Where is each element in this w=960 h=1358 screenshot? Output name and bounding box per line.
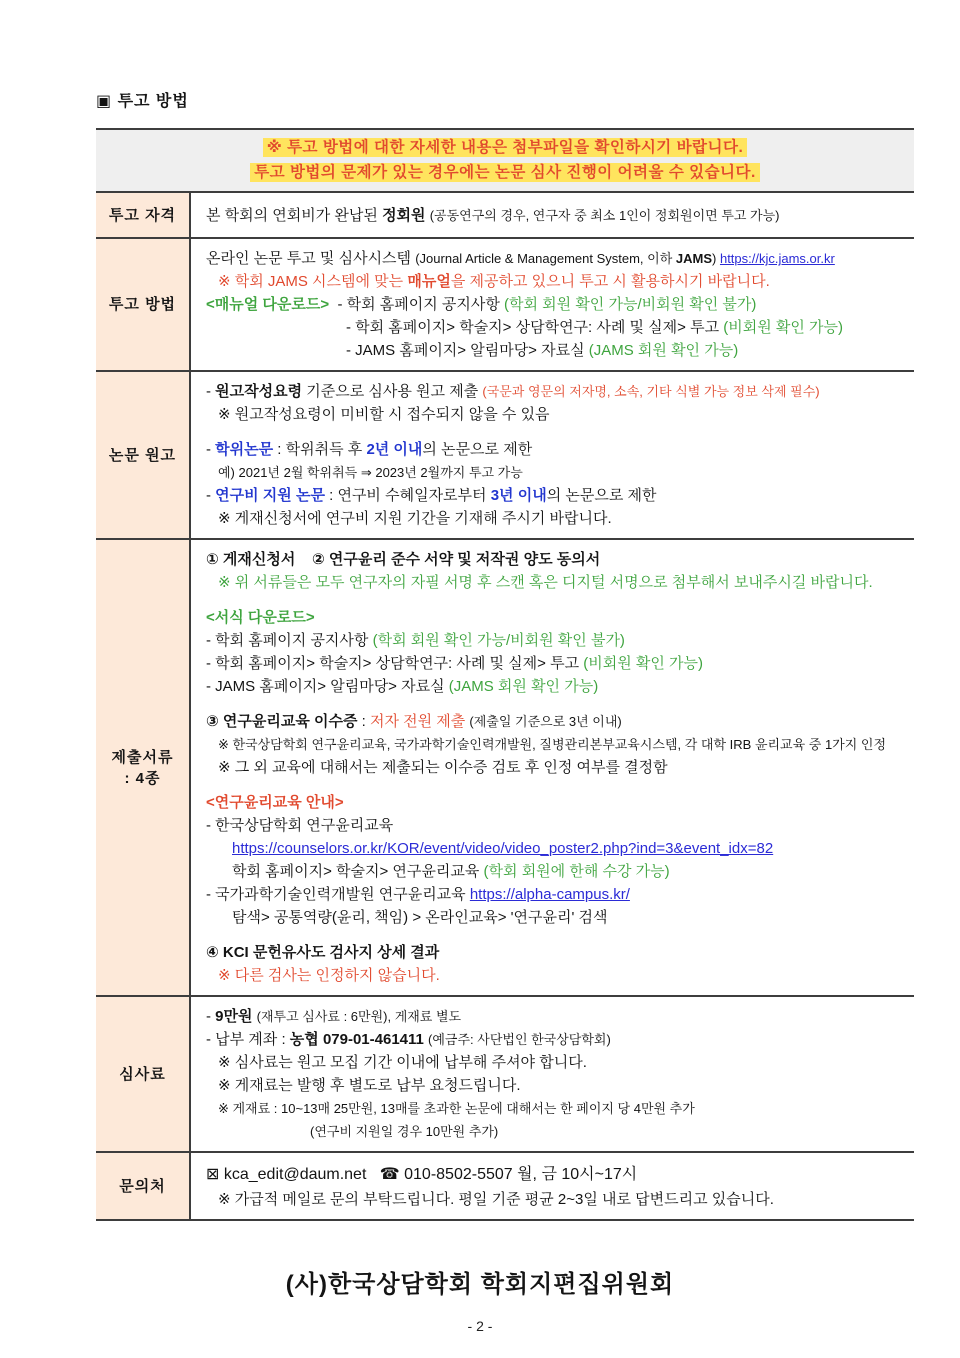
text-run: : <box>357 713 370 730</box>
text-run: ) <box>712 251 720 266</box>
text-run: ※ 게재료 : 10~13매 25만원, 13매를 초과한 논문에 대해서는 한 페이지 당 4만원 추가 <box>218 1101 695 1116</box>
row-label-text: 투고 방법 <box>108 296 177 313</box>
text-run: (JAMS 회원 확인 가능) <box>588 342 739 359</box>
text-line <box>206 548 906 571</box>
table-row-manuscript <box>96 372 914 540</box>
notice-line <box>96 160 914 185</box>
text-run: 을 제공하고 있으니 투고 시 활용하시기 바랍니다. <box>450 273 770 290</box>
text-run: <연구윤리교육 안내> <box>206 794 344 811</box>
blank-line <box>206 779 906 791</box>
blank-line <box>206 698 906 710</box>
text-line <box>206 270 906 293</box>
submission-table <box>96 128 914 1221</box>
text-run: 온라인 논문 투고 및 심사시스템 <box>206 250 416 267</box>
text-run: - <box>206 383 216 400</box>
text-run: ※ 심사료는 원고 모집 기간 이내에 납부해 주셔야 합니다. <box>218 1054 587 1071</box>
row-label-fee <box>96 997 191 1151</box>
text-run: (재투고 심사료 : 6만원), 게재료 별도 <box>256 1009 462 1024</box>
text-line <box>206 204 906 227</box>
text-run: - 학회 홈페이지 공지사항 <box>329 296 505 313</box>
text-run: (제출일 기준으로 3년 이내) <box>469 714 622 729</box>
alpha-campus-link[interactable]: https://alpha-campus.kr/ <box>469 886 630 903</box>
text-run: 예) 2021년 2월 학위취득 ⇒ 2023년 2월까지 투고 가능 <box>218 465 523 480</box>
text-line <box>206 629 906 652</box>
text-run: 탐색> 공통역량(윤리, 책임) > 온라인교육> '연구윤리' 검색 <box>232 909 608 926</box>
text-line <box>206 484 906 507</box>
text-run: (비회원 확인 가능) <box>583 655 704 672</box>
text-line <box>206 941 906 964</box>
text-run: - JAMS 홈페이지> 알림마당> 자료실 <box>346 342 589 359</box>
row-label-text: 문의처 <box>119 1177 166 1195</box>
blank-line <box>206 929 906 941</box>
text-run: <서식 다운로드> <box>206 609 315 626</box>
text-run: (연구비 지원일 경우 10만원 추가) <box>310 1124 499 1139</box>
text-run: 정회원 <box>382 206 426 224</box>
text-line <box>206 860 906 883</box>
text-line <box>206 1051 906 1074</box>
notice-line <box>96 135 914 160</box>
text-run: (예금주: 사단법인 한국상담학회) <box>428 1032 611 1047</box>
row-label-text: 제출서류 <box>111 748 174 766</box>
text-run: (학회 회원에 한해 수강 가능) <box>483 863 670 880</box>
text-run: 원고작성요령 <box>215 383 303 400</box>
text-line <box>206 675 906 698</box>
text-run: - 학회 홈페이지 공지사항 <box>206 632 373 649</box>
notice-row <box>96 130 914 193</box>
text-line <box>206 652 906 675</box>
row-label-qualification <box>96 193 191 237</box>
text-run: 기준으로 심사용 원고 제출 <box>302 383 483 400</box>
text-run: 매뉴얼 <box>407 273 451 290</box>
text-run: ※ 학회 JAMS 시스템에 맞는 <box>218 273 408 290</box>
text-line <box>206 814 906 837</box>
text-line <box>206 733 906 756</box>
text-run: 의 논문으로 제한 <box>546 487 657 504</box>
text-run: - 국가과학기술인력개발원 연구윤리교육 <box>206 886 470 903</box>
text-line <box>206 507 906 530</box>
text-run: <매뉴얼 다운로드> <box>206 296 330 313</box>
page-title: ▣ 투고 방법 <box>96 93 189 110</box>
text-run: - 학회 홈페이지> 학술지> 상담학연구: 사례 및 실제> 투고 <box>346 319 724 336</box>
text-line <box>206 1188 906 1211</box>
blank-line <box>206 594 906 606</box>
text-line <box>206 791 906 814</box>
row-label-manuscript <box>96 372 191 538</box>
text-run: 연구비 지원 논문 <box>215 487 325 504</box>
text-run: : 연구비 수혜일자로부터 <box>324 487 491 504</box>
text-line <box>206 247 906 270</box>
row-label-method <box>96 239 191 370</box>
text-line <box>206 1120 906 1143</box>
text-line <box>206 837 906 860</box>
text-run: - <box>206 441 216 458</box>
text-run: ※ 그 외 교육에 대해서는 제출되는 이수증 검토 후 인정 여부를 결정함 <box>218 759 668 776</box>
text-run: ※ 게재신청서에 연구비 지원 기간을 기재해 주시기 바랍니다. <box>218 510 612 527</box>
text-run: (비회원 확인 가능) <box>723 319 844 336</box>
text-run: ※ 위 서류들은 모두 연구자의 자필 서명 후 스캔 혹은 디지털 서명으로 첨부해서 보내주시길 바랍니다. <box>218 574 873 591</box>
text-line <box>206 1028 906 1051</box>
table-row-contact <box>96 1153 914 1221</box>
phone-icon: ☎ <box>379 1166 400 1183</box>
footer-committee: (사)한국상담학회 학회지편집위원회 <box>285 1271 675 1298</box>
text-run: ④ KCI 문헌유사도 검사지 상세 결과 <box>206 944 440 961</box>
text-line <box>206 438 906 461</box>
text-run: ③ 연구윤리교육 이수증 <box>206 713 358 730</box>
notice-highlight-1: ※ 투고 방법에 대한 자세한 내용은 첨부파일을 확인하시기 바랍니다. <box>263 138 748 157</box>
row-label-text: 논문 원고 <box>108 446 177 464</box>
text-run: (공동연구의 경우, 연구자 중 최소 1인이 정회원이면 투고 가능) <box>429 207 780 223</box>
text-run: 010-8502-5507 월, 금 10시~17시 <box>399 1166 638 1183</box>
text-line <box>206 380 906 403</box>
row-content-documents <box>191 540 914 995</box>
text-run: ※ 가급적 메일로 문의 부탁드립니다. 평일 기준 평균 2~3일 내로 답변드리고 있습니다. <box>218 1191 774 1208</box>
ethics-education-link[interactable]: https://counselors.or.kr/KOR/event/video/video_poster2.php?ind=3&event_idx=82 <box>232 840 774 857</box>
row-content-qualification <box>191 193 914 237</box>
text-line <box>206 883 906 906</box>
text-run: (학회 회원 확인 가능/비회원 확인 불가) <box>372 632 625 649</box>
text-line <box>206 461 906 484</box>
text-run: ※ 게재료는 발행 후 별도로 납부 요청드립니다. <box>218 1077 521 1094</box>
text-run: - JAMS 홈페이지> 알림마당> 자료실 <box>206 678 449 695</box>
email-icon: ⊠ <box>206 1166 220 1183</box>
text-run: : 학위취득 후 <box>273 441 367 458</box>
text-line <box>206 571 906 594</box>
row-label-text: 심사료 <box>119 1065 166 1083</box>
table-row-qualification <box>96 193 914 239</box>
text-run: - 학회 홈페이지> 학술지> 상담학연구: 사례 및 실제> 투고 <box>206 655 584 672</box>
text-run: JAMS <box>675 251 713 266</box>
text-line <box>206 339 906 362</box>
text-run: - 한국상담학회 연구윤리교육 <box>206 817 394 834</box>
text-run: (국문과 영문의 저자명, 소속, 기타 식별 가능 정보 삭제 필수) <box>482 384 820 399</box>
text-run: 3년 이내 <box>490 487 547 504</box>
text-run: 학위논문 <box>215 441 274 458</box>
row-label-text: : 4종 <box>124 769 161 787</box>
text-line <box>206 1074 906 1097</box>
blank-line <box>206 426 906 438</box>
text-run: (학회 회원 확인 가능/비회원 확인 불가) <box>504 296 757 313</box>
text-run: kca_edit@daum.net <box>219 1166 380 1183</box>
text-run: ※ 원고작성요령이 미비할 시 접수되지 않을 수 있음 <box>218 406 550 423</box>
text-run: 9만원 <box>215 1008 253 1025</box>
text-run: - <box>206 487 216 504</box>
row-label-text: 투고 자격 <box>108 206 177 224</box>
table-row-fee <box>96 997 914 1153</box>
text-line <box>206 1005 906 1028</box>
text-run: (Journal Article & Management System, 이하 <box>415 251 676 266</box>
text-run: 저자 전원 제출 <box>369 713 466 730</box>
text-line <box>206 606 906 629</box>
text-line <box>206 964 906 987</box>
text-line <box>206 403 906 426</box>
page-number: - 2 - <box>467 1318 493 1334</box>
jams-site-link[interactable]: https://kjc.jams.or.kr <box>719 251 835 266</box>
text-run: 학회 홈페이지> 학술지> 연구윤리교육 <box>232 863 484 880</box>
text-line <box>206 906 906 929</box>
text-line <box>206 316 906 339</box>
text-line <box>206 1097 906 1120</box>
submission-table-body <box>96 193 914 1221</box>
table-row-method <box>96 239 914 372</box>
text-run: ※ 다른 검사는 인정하지 않습니다. <box>218 967 440 984</box>
text-run: (JAMS 회원 확인 가능) <box>448 678 599 695</box>
text-line <box>206 1161 906 1188</box>
text-run: 의 논문으로 제한 <box>422 441 533 458</box>
text-run: ※ 한국상담학회 연구윤리교육, 국가과학기술인력개발원, 질병관리본부교육시스템, 각 대학 IRB 윤리교육 중 1가지 인정 <box>218 737 887 752</box>
text-run: 농협 079-01-461411 <box>289 1031 424 1048</box>
text-line <box>206 756 906 779</box>
notice-highlight-2: 투고 방법의 문제가 있는 경우에는 논문 심사 진행이 어려울 수 있습니다. <box>250 163 760 182</box>
text-run: ① 게재신청서 ② 연구윤리 준수 서약 및 저작권 양도 동의서 <box>206 551 601 568</box>
text-line <box>206 293 906 316</box>
text-run: 본 학회의 연회비가 완납된 <box>206 206 383 224</box>
row-label-contact <box>96 1153 191 1219</box>
table-row-documents <box>96 540 914 997</box>
text-run: - 납부 계좌 : <box>206 1031 290 1048</box>
text-run: - <box>206 1008 216 1025</box>
row-content-fee <box>191 997 914 1151</box>
row-label-documents <box>96 540 191 995</box>
text-line <box>206 710 906 733</box>
row-content-manuscript <box>191 372 914 538</box>
text-run: 2년 이내 <box>366 441 423 458</box>
row-content-contact <box>191 1153 914 1219</box>
row-content-method <box>191 239 914 370</box>
